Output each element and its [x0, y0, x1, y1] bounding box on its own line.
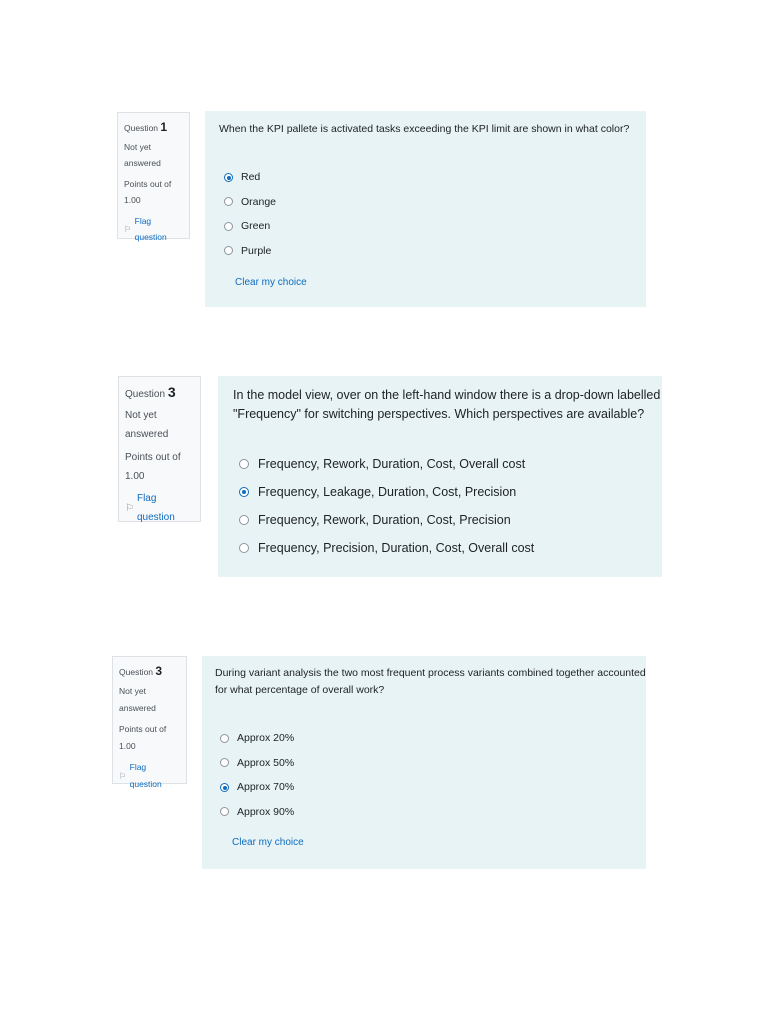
question-text: During variant analysis the two most frequent process variants combined together accounted for what percentage of overall work?: [215, 667, 646, 696]
question-panel-2: [218, 376, 662, 577]
radio-button[interactable]: [239, 459, 249, 469]
question-info-3: [112, 656, 187, 789]
radio-button[interactable]: [239, 543, 249, 553]
question-panel-3: [202, 656, 646, 869]
answer-option[interactable]: Frequency, Rework, Duration, Cost, Overall cost: [239, 450, 662, 478]
question-status: Not yet answered: [125, 410, 169, 440]
radio-button[interactable]: [224, 222, 233, 231]
question-points: Points out of 1.00: [119, 724, 167, 751]
question-status: Not yet answered: [124, 141, 161, 168]
radio-button[interactable]: [220, 758, 229, 767]
radio-button-selected[interactable]: [224, 173, 233, 182]
answer-option[interactable]: Orange: [224, 190, 646, 215]
flag-question-link[interactable]: ⚐ Flag question: [125, 493, 175, 523]
answer-option[interactable]: Frequency, Rework, Duration, Cost, Precision: [239, 506, 662, 534]
flag-question-link[interactable]: ⚐ Flag question: [124, 215, 167, 242]
answer-option[interactable]: Green: [224, 214, 646, 239]
answer-options: [239, 450, 662, 562]
question-points: Points out of 1.00: [125, 452, 181, 482]
answer-options: [224, 165, 646, 263]
answer-option[interactable]: Approx 50%: [220, 751, 646, 776]
flag-icon: ⚐: [124, 223, 132, 234]
question-number: Question 3: [125, 384, 176, 400]
answer-option[interactable]: Red: [224, 165, 646, 190]
radio-button[interactable]: [220, 807, 229, 816]
question-number: Question 1: [124, 120, 168, 134]
clear-choice-link[interactable]: Clear my choice: [235, 277, 307, 288]
flag-question-link[interactable]: ⚐ Flag question: [119, 762, 162, 789]
question-text: In the model view, over on the left-hand window there is a drop-down labelled "Frequency" for switching perspectives. Which perspectives are available?: [233, 388, 661, 421]
answer-option[interactable]: Frequency, Precision, Duration, Cost, Overall cost: [239, 534, 662, 562]
radio-button[interactable]: [220, 734, 229, 743]
flag-icon: ⚐: [125, 502, 134, 514]
answer-option[interactable]: Approx 20%: [220, 726, 646, 751]
question-panel-1: [205, 111, 646, 307]
answer-option[interactable]: Frequency, Leakage, Duration, Cost, Precision: [239, 478, 662, 506]
radio-button[interactable]: [239, 515, 249, 525]
question-info-1: [117, 112, 190, 242]
question-points: Points out of 1.00: [124, 178, 172, 205]
radio-button-selected[interactable]: [239, 487, 249, 497]
answer-option[interactable]: Approx 70%: [220, 775, 646, 800]
flag-icon: ⚐: [119, 770, 127, 781]
question-info-2: [118, 376, 201, 522]
question-text: When the KPI pallete is activated tasks exceeding the KPI limit are shown in what color?: [219, 123, 630, 135]
answer-options: [220, 726, 646, 824]
radio-button-selected[interactable]: [220, 783, 229, 792]
answer-option[interactable]: Approx 90%: [220, 800, 646, 825]
radio-button[interactable]: [224, 197, 233, 206]
radio-button[interactable]: [224, 246, 233, 255]
question-status: Not yet answered: [119, 686, 156, 713]
clear-choice-link[interactable]: Clear my choice: [232, 837, 304, 848]
question-number: Question 3: [119, 664, 163, 678]
answer-option[interactable]: Purple: [224, 239, 646, 264]
